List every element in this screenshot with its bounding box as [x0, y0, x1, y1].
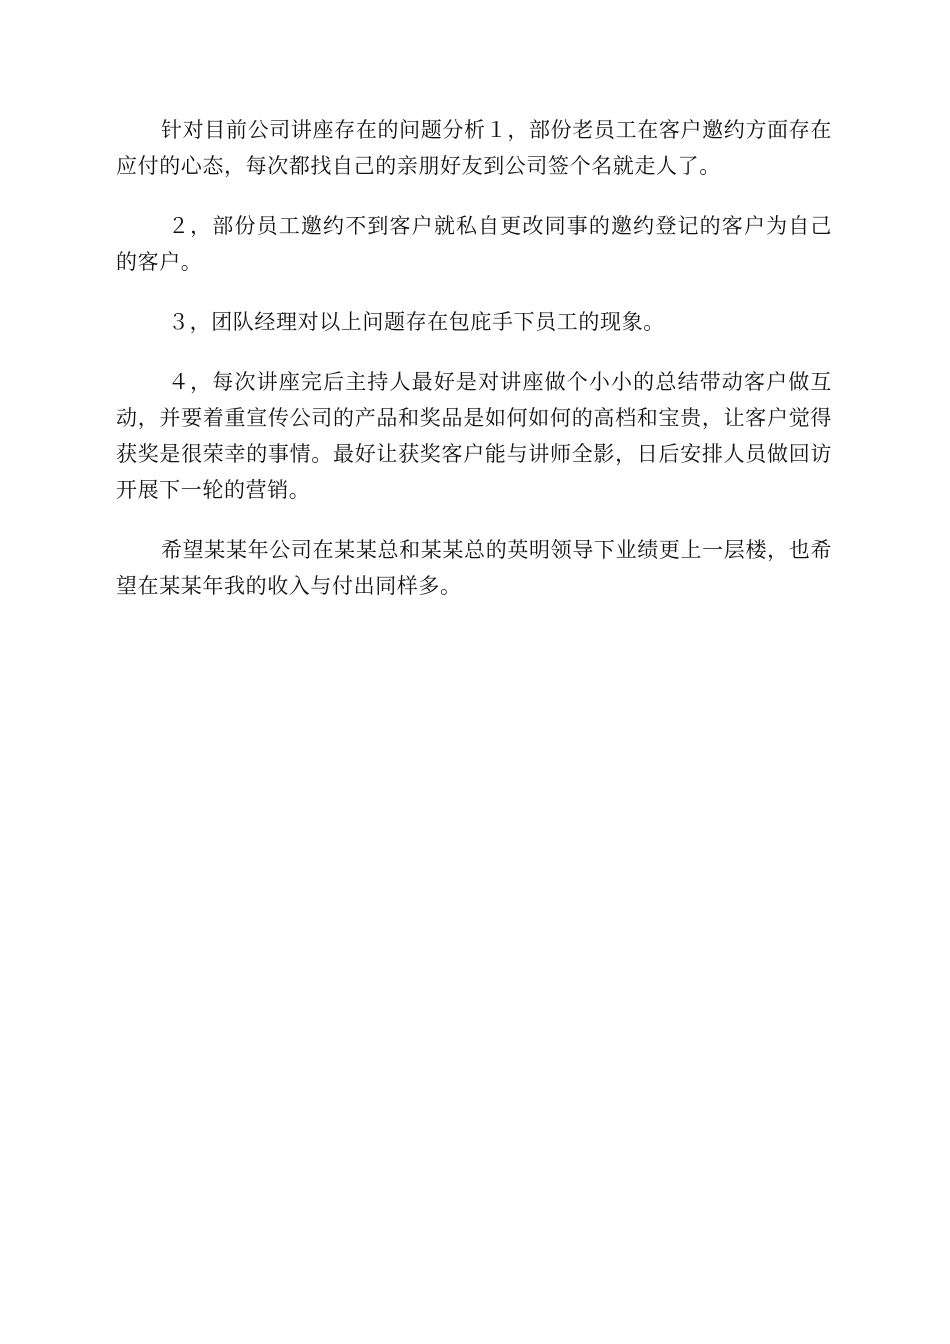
document-body [116, 112, 832, 628]
paragraph-point-4: ４，每次讲座完后主持人最好是对讲座做个小小的总结带动客户做互动，并要着重宣传公司的产品和奖品是如何如何的高档和宝贵，让客户觉得获奖是很荣幸的事情。最好让获奖客户能与讲师全影，日后安排人员做回访开展下一轮的营销。 [116, 370, 832, 502]
paragraph-point-3: ３，团队经理对以上问题存在包庇手下员工的现象。 [168, 310, 665, 334]
paragraph-closing-wish: 希望某某年公司在某某总和某某总的英明领导下业绩更上一层楼，也希望在某某年我的收入与付出同样多。 [116, 538, 832, 598]
paragraph-point-2: ２，部份员工邀约不到客户就私自更改同事的邀约登记的客户为自己的客户。 [116, 214, 832, 274]
paragraph-problem-analysis: 针对目前公司讲座存在的问题分析１，部份老员工在客户邀约方面存在应付的心态，每次都找自己的亲朋好友到公司签个名就走人了。 [116, 118, 832, 178]
